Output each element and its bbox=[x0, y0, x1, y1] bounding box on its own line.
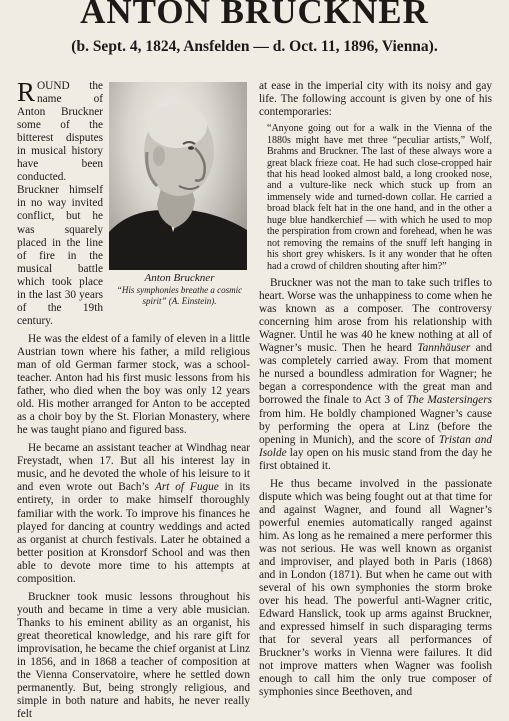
portrait-figure bbox=[109, 82, 250, 306]
paragraph: He was the eldest of a family of eleven in a little Austrian town where his father, a mild religious man of old German farmer stock, was a school-teacher. Anton had his first music lessons from his father, who died when the boy was only 12 years old. His mother arranged for Anton to be accepted as a choir boy by the St. Florian Monastery, where he was taught piano and figured bass. bbox=[17, 332, 250, 437]
paragraph bbox=[17, 442, 250, 586]
work-title: Art of Fugue bbox=[154, 481, 219, 494]
paragraph-text: and was completely carried away. From that moment he nursed a boundless admiration for Wagner; he began a correspondence with the great man and borrowed the finale to Act 3 of bbox=[259, 342, 492, 407]
work-title: The Mastersingers bbox=[406, 394, 492, 407]
portrait-drawing bbox=[109, 82, 247, 270]
left-column bbox=[17, 77, 250, 721]
paragraph-text: OUND the name of Anton Bruckner some of the bitterest disputes in musical history have been conducted. Bruckner himself in no way invited conflict, but he was squarely placed in the line of fire in the musical battle which took place in the last 30 years of the 19th century. bbox=[17, 80, 103, 327]
paragraph-text: Bruckner was not the man to take such trifles to heart. Worse was the unhappiness to come when he was known as a composer. The controversy concerning him arose from his relationship with Wagner. Until he was 40 he knew nothing at all of Wagner’s music. Then he heard bbox=[259, 277, 492, 355]
article-subtitle: (b. Sept. 4, 1824, Ansfelden — d. Oct. 11, 1896, Vienna). bbox=[71, 38, 438, 55]
article-title: ANTON BRUCKNER bbox=[80, 0, 429, 31]
paragraph: He thus became involved in the passionate dispute which was being fought out at that time for and against Wagner, and found all Wagner’s powerful enemies automatically ranged against him. As long as he remained a mere performer this was not serious. He was well known as organist and improviser, and played both in Paris (1868) and in London (1871). But when he came out with several of his own symphonies the storm broke over his head. The powerful anti-Wagner critic, Edward Hanslick, took up arms against Bruckner, and expressed himself in such disparaging terms that for several years all performances of Bruckner’s works in Vienna were failures. It did not improve matters when Wagner was foolish enough to call him the only true composer of symphonies since Beethoven, and bbox=[259, 477, 492, 699]
paragraph-text: He became an assistant teacher at Windhag near Freystadt, when 17. But all his interest lay in music, and he devoted the whole of his leisure to it and even wrote out Bach’s bbox=[17, 442, 250, 494]
right-column bbox=[259, 80, 492, 700]
paragraph: Bruckner took music lessons throughout his youth and became in time a very able musician. Thanks to his eminent ability as an organist, his great theoretical knowledge, and his rare gift for improvisation, he became the chief organist at Linz in 1856, and in 1868 a teacher of composition at the Vienna Conservatoire, where he settled down permanently. But, being strongly religious, and simple in both nature and habits, he never really felt bbox=[17, 590, 250, 721]
paragraph bbox=[259, 277, 492, 473]
portrait-caption-text: “His symphonies breathe a cosmic spirit” (A. Einstein). bbox=[116, 285, 243, 306]
work-title: Tristan and Isolde bbox=[259, 433, 493, 459]
paragraph: at ease in the imperial city with its noisy and gay life. The following account is given by one of his contemporaries: bbox=[259, 80, 492, 119]
drop-cap: R bbox=[17, 77, 36, 107]
work-title: Tannhäuser bbox=[417, 342, 471, 355]
portrait-caption-name: Anton Bruckner bbox=[144, 272, 215, 284]
paragraph-text: in its entirety, in order to make himself thoroughly familiar with the work. To improve his finances he played for dancing at country weddings and acted as organist at church festivals. Later he obtained a better position at Kronsdorf School and was then able to devote more time to his attempts at composition. bbox=[17, 481, 250, 585]
portrait-photo bbox=[109, 82, 247, 270]
paragraph-text: from him. He boldly championed Wagner’s cause by performing the opera at Linz (before the opening in Munich), and the score of bbox=[259, 407, 492, 446]
block-quote: “Anyone going out for a walk in the Vienna of the 1880s might have met three “peculiar artists,” Wolf, Brahms and Bruckner. The last of these always wore a great black frieze coat. He had such close-cropped hair that his head looked almost bald, a long crooked nose, and a vulture-like neck which stuck up from an immensely wide and turned-down collar. He carried a broad black felt hat in the one hand, and in the other a huge blue handkerchief — with which he used to mop the perspiration from crown and forehead, when he was not removing the remains of the snuff left hanging in his short grey whiskers. Is it any wonder that he often had a crowd of children shouting after him?” bbox=[267, 123, 492, 272]
paragraph-text: lay open on his music stand from the day he first obtained it. bbox=[259, 446, 492, 472]
